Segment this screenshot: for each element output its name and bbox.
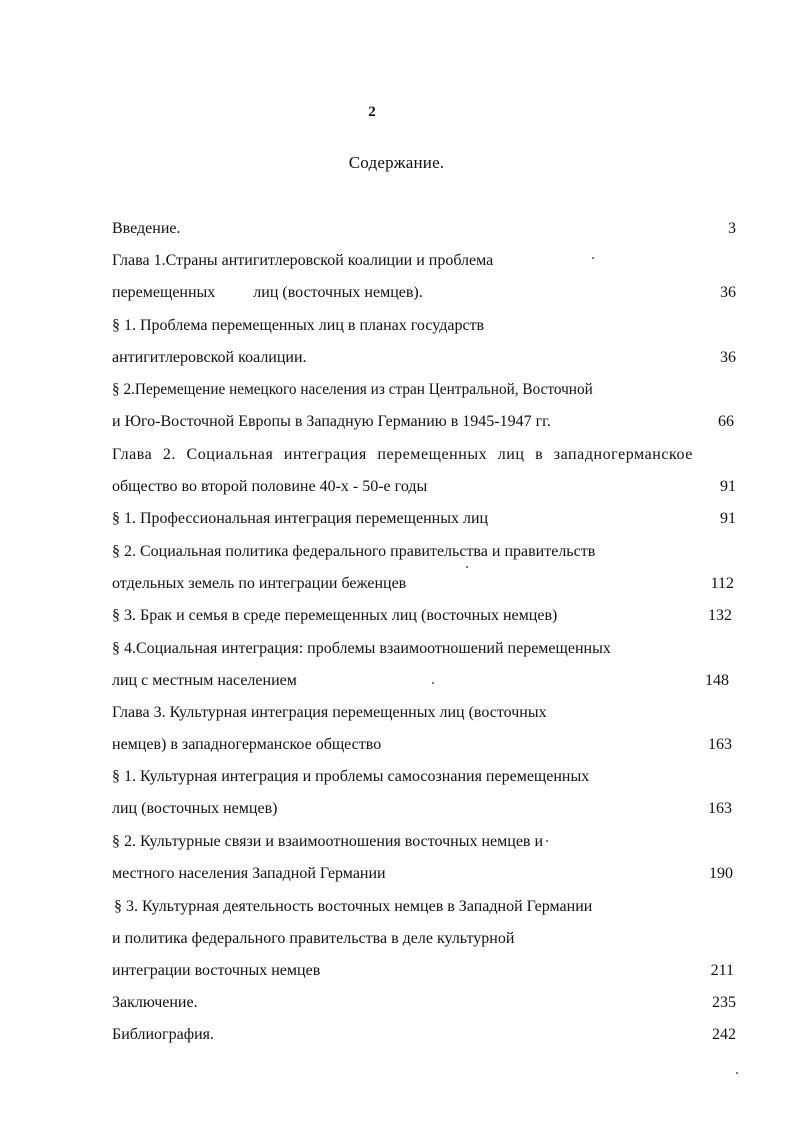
scan-speck [432,682,434,684]
toc-entry-text: Библиография. [112,1026,214,1043]
toc-entry-text: местного населения Западной Германии [112,865,386,882]
toc-entry-text: § 3. Брак и семья в среде перемещенных лиц (восточных немцев) [112,607,558,624]
toc-entry-page: 132 [708,607,732,624]
toc-entry-text: отдельных земель по интеграции беженцев [112,575,407,592]
scan-speck [466,566,468,568]
toc-entry-text: § 2.Перемещение немецкого населения из стран Центральной, Восточной [112,381,593,398]
toc-entry-page: 3 [728,220,736,237]
toc-entry-page: 112 [710,575,734,592]
toc-entry-text: и политика федерального правительства в деле культурной [112,930,515,947]
toc-entry-text: Глава 3. Культурная интеграция перемещенных лиц (восточных [112,704,547,721]
toc-entry-text: § 2. Социальная политика федерального правительства и правительств [112,543,596,560]
toc-entry-text-part: лиц (восточных немцев). [253,284,423,301]
toc-entry-text: § 4.Социальная интеграция: проблемы взаимоотношений перемещенных [112,640,611,657]
page-number: 2 [368,104,376,120]
toc-entry-page: 36 [720,284,736,301]
toc-entry-text: § 3. Культурная деятельность восточных немцев в Западной Германии [114,898,593,915]
toc-entry-text: § 1. Профессиональная интеграция перемещенных лиц [112,510,489,527]
toc-entry-page: 66 [718,413,734,430]
toc-entry-text: Заключение. [112,994,198,1011]
toc-entry-text: и Юго-Восточной Европы в Западную Германию в 1945-1947 гг. [112,413,551,430]
toc-entry-page: 163 [708,800,732,817]
toc-entry-text-part: перемещенных [112,284,216,301]
toc-entry-text: лиц (восточных немцев) [112,800,278,817]
toc-entry-text: антигитлеровской коалиции. [112,349,307,366]
toc-entry-text: Глава 2. Социальная интеграция перемещенных лиц в западногерманское [112,446,693,463]
toc-entry-text: немцев) в западногерманское общество [112,736,382,753]
toc-entry-page: 91 [720,510,736,527]
toc-entry-text: § 1. Проблема перемещенных лиц в планах государств [112,317,485,334]
toc-entry-text: Глава 1.Страны антигитлеровской коалиции и проблема [112,252,494,269]
toc-entry-page: 91 [720,478,736,495]
toc-entry-text: § 1. Культурная интеграция и проблемы самосознания перемещенных [112,768,590,785]
toc-entry-page: 36 [720,349,736,366]
toc-entry-text: Введение. [112,220,181,237]
toc-entry-text [112,281,423,305]
toc-title: Содержание. [348,153,445,172]
toc-entry-page: 211 [710,962,734,979]
scan-speck [736,1072,738,1074]
toc-entry-page: 235 [712,994,736,1011]
toc-entry-page: 148 [705,672,729,689]
toc-entry-text: интеграции восточных немцев [112,962,321,979]
toc-entry-text: § 2. Культурные связи и взаимоотношения восточных немцев и [112,833,544,850]
toc-entry-text: общество во второй половине 40-х - 50-е годы [112,478,428,495]
scan-speck [592,257,594,259]
toc-entry-page: 242 [712,1026,736,1043]
toc-entry-page: 163 [708,736,732,753]
scan-speck [546,840,548,842]
toc-entry-page: 190 [709,865,733,882]
toc-entry-text: лиц с местным населением [112,672,297,689]
